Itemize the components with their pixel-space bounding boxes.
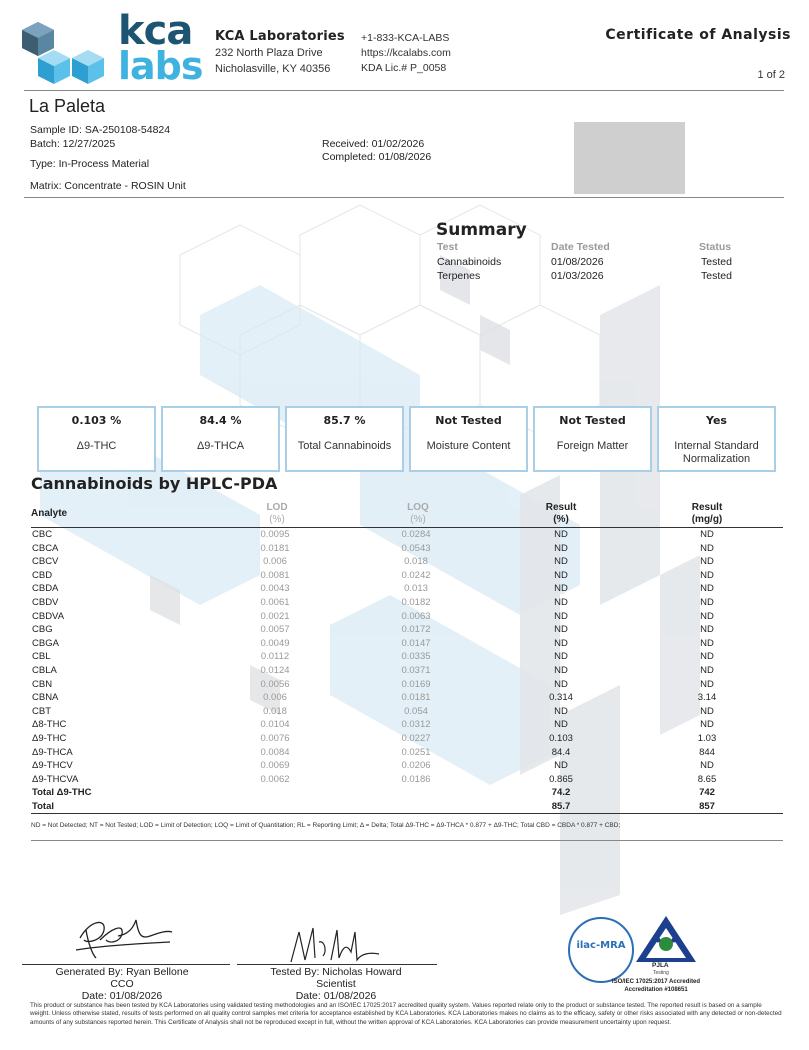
table-row	[31, 692, 783, 706]
analyte-name: CBDA	[32, 583, 59, 595]
lod-cell-value: 0.0069	[260, 760, 290, 772]
analyte-name: CBCA	[32, 542, 59, 554]
table-row	[31, 543, 783, 557]
pjla-text: PJLA	[652, 962, 669, 969]
total-pct-cell-value: 85.7	[551, 800, 571, 812]
result-pct-cell-value: ND	[554, 678, 568, 690]
loq-cell-value: 0.0206	[401, 760, 431, 772]
result-mg-cell-value: ND	[700, 719, 714, 731]
analyte-name: CBNA	[32, 692, 59, 704]
analyte-name: Δ9-THC	[32, 732, 67, 744]
stat-value: Not Tested	[559, 414, 626, 427]
lod-cell-value: 0.0049	[260, 637, 290, 649]
sample-id: Sample ID: SA-250108-54824	[30, 124, 171, 136]
analyte-name: Δ9-THCVA	[32, 773, 79, 785]
website-link[interactable]: https://kcalabs.com	[361, 47, 451, 59]
signature-ryan-bellone	[70, 910, 180, 962]
received-date: Received: 01/02/2026	[322, 138, 425, 150]
analyte-name: CBC	[32, 529, 53, 540]
summary-header-test: Test	[437, 241, 458, 253]
column-header-analyte: Analyte	[31, 508, 68, 519]
table-row	[31, 583, 783, 597]
result-pct-cell-value: ND	[554, 705, 568, 717]
loq-cell-value: 0.0181	[401, 692, 431, 704]
analyte-name: Δ8-THC	[32, 719, 67, 731]
pjla-subtext: Testing	[653, 970, 669, 976]
summary-status-cannabinoids: Tested	[701, 256, 732, 268]
table-row	[31, 651, 783, 665]
stat-box-internal-standard	[657, 406, 776, 472]
table-row	[31, 556, 783, 570]
cannabinoids-section-title: Cannabinoids by HPLC-PDA	[31, 474, 278, 493]
address-line-1: 232 North Plaza Drive	[215, 47, 323, 59]
stat-value: 85.7 %	[323, 414, 366, 427]
summary-test-cannabinoids: Cannabinoids	[437, 256, 502, 268]
table-row	[31, 774, 783, 788]
result-mg-cell-value: ND	[700, 624, 714, 636]
stat-box-total-cannabinoids	[285, 406, 404, 472]
column-header-result-mg	[675, 502, 739, 526]
column-header-lod-unit: (%)	[269, 514, 285, 525]
column-header-result-pct-label: Result	[545, 502, 577, 513]
lod-cell-value: 0.0057	[260, 624, 290, 636]
header-divider	[24, 90, 784, 91]
total-label: Total	[32, 800, 54, 812]
result-mg-cell-value: ND	[700, 542, 714, 554]
table-row	[31, 529, 783, 543]
result-pct-cell-value: ND	[554, 529, 568, 540]
lod-cell-value: 0.006	[263, 556, 287, 568]
lod-cell-value: 0.006	[263, 692, 287, 704]
legal-disclaimer: This product or substance has been tested by KCA Laboratories using validated testing methodologies and an ISO/IEC 17025:2017 accredited quality system. Values reported relate only to the product or substance tested. The reported result is based on a sample weight. Unless otherwise stated, results of tests performed on all quality control samples met criteria for acceptance established by KCA Laboratories. KCA Laboratories makes no claims as to the efficacy, safety or other risks associated with any detected or non-detected amounts of any substances reported herein. This Certificate of Analysis shall not be reproduced except in full, without the written approval of KCA Laboratories. KCA Laboratories can provide measurement uncertainty upon request.	[30, 1002, 782, 1026]
total-pct-cell-value: 74.2	[551, 787, 571, 799]
result-mg-cell-value: ND	[700, 556, 714, 568]
lod-cell-value: 0.018	[263, 705, 287, 717]
sample-matrix: Matrix: Concentrate - ROSIN Unit	[30, 180, 186, 192]
loq-cell-value: 0.0169	[401, 678, 431, 690]
stat-label: Total Cannabinoids	[297, 440, 392, 452]
table-row	[31, 747, 783, 761]
result-mg-cell-value: ND	[700, 760, 714, 772]
tested-by: Tested By: Nicholas Howard	[270, 966, 402, 978]
license-number: KDA Lic.# P_0058	[361, 62, 447, 74]
table-header-divider	[31, 527, 783, 528]
logo-text-kca: kca	[118, 8, 193, 54]
lod-cell-value: 0.0112	[260, 651, 290, 663]
result-mg-cell-value: ND	[700, 637, 714, 649]
result-pct-cell-value: ND	[554, 624, 568, 636]
summary-status-terpenes: Tested	[701, 270, 732, 282]
loq-cell-value: 0.0186	[401, 773, 431, 785]
stat-value: Yes	[706, 414, 727, 427]
lod-cell-value: 0.0095	[260, 529, 290, 540]
summary-title: Summary	[436, 220, 527, 240]
signature-nicholas-howard	[285, 922, 385, 967]
lod-cell-value: 0.0062	[260, 773, 290, 785]
loq-cell-value: 0.0182	[401, 596, 431, 608]
column-header-result-mg-label: Result	[691, 502, 723, 513]
column-header-lod-label: LOD	[266, 502, 288, 513]
product-name: La Paleta	[29, 96, 106, 116]
summary-header-date: Date Tested	[551, 241, 610, 253]
result-pct-cell-value: ND	[554, 637, 568, 649]
stat-value: 0.103 %	[71, 414, 122, 427]
lod-cell-value: 0.0021	[260, 610, 290, 622]
result-pct-cell-value: ND	[554, 556, 568, 568]
analyte-name: CBT	[32, 705, 51, 717]
result-mg-cell-value: ND	[700, 569, 714, 581]
table-row	[31, 611, 783, 625]
ilac-mra-text: ilac-MRA	[576, 940, 626, 951]
generated-role: CCO	[110, 978, 134, 990]
lod-cell-value: 0.0084	[260, 746, 290, 758]
column-header-result-mg-unit: (mg/g)	[691, 514, 723, 525]
column-header-loq-unit: (%)	[410, 514, 426, 525]
column-header-loq-label: LOQ	[407, 502, 429, 513]
lod-cell-value: 0.0043	[260, 583, 290, 595]
analyte-name: CBGA	[32, 637, 59, 649]
lod-cell-value: 0.0076	[260, 732, 290, 744]
generated-date: Date: 01/08/2026	[81, 990, 163, 1002]
completed-date: Completed: 01/08/2026	[322, 151, 432, 163]
kca-labs-logo	[20, 8, 203, 88]
table-total-row	[31, 787, 783, 801]
loq-cell-value: 0.0284	[401, 529, 431, 540]
total-mg-cell-value: 742	[699, 787, 715, 799]
table-bottom-divider	[31, 813, 783, 814]
result-pct-cell-value: ND	[554, 760, 568, 772]
result-mg-cell-value: ND	[700, 664, 714, 676]
analyte-name: Δ9-THCV	[32, 760, 73, 772]
result-pct-cell-value: 0.314	[549, 692, 573, 704]
result-mg-cell-value: 844	[699, 746, 715, 758]
loq-cell-value: 0.018	[404, 556, 428, 568]
stat-box-foreign-matter	[533, 406, 652, 472]
phone-number: +1-833-KCA-LABS	[361, 32, 450, 44]
analyte-name: CBDVA	[32, 610, 65, 622]
stat-value: Not Tested	[435, 414, 502, 427]
analyte-name: CBCV	[32, 556, 59, 568]
analyte-name: CBN	[32, 678, 53, 690]
loq-cell-value: 0.0312	[401, 719, 431, 731]
table-row	[31, 570, 783, 584]
loq-cell-value: 0.0242	[401, 569, 431, 581]
stat-label: Δ9-THCA	[196, 440, 245, 452]
lod-cell-value: 0.0081	[260, 569, 290, 581]
lod-cell-value: 0.0124	[260, 664, 290, 676]
loq-cell-value: 0.0227	[401, 732, 431, 744]
analyte-name: CBLA	[32, 664, 57, 676]
result-pct-cell-value: ND	[554, 583, 568, 595]
loq-cell-value: 0.0147	[401, 637, 431, 649]
document-title: Certificate of Analysis	[605, 27, 791, 43]
column-header-result-pct-unit: (%)	[553, 514, 569, 525]
cannabinoids-table	[31, 529, 783, 814]
tested-date: Date: 01/08/2026	[295, 990, 377, 1002]
analyte-name: CBG	[32, 624, 53, 636]
loq-cell-value: 0.0063	[401, 610, 431, 622]
result-pct-cell-value: ND	[554, 610, 568, 622]
loq-cell-value: 0.0251	[401, 746, 431, 758]
loq-cell-value: 0.013	[404, 583, 428, 595]
result-pct-cell-value: ND	[554, 596, 568, 608]
loq-cell-value: 0.054	[404, 705, 428, 717]
table-row	[31, 638, 783, 652]
table-row	[31, 719, 783, 733]
cube-logo-icon	[20, 14, 116, 84]
total-label: Total Δ9-THC	[32, 787, 92, 799]
result-mg-cell-value: 8.65	[697, 773, 717, 785]
stat-label: Foreign Matter	[556, 440, 629, 452]
table-row	[31, 706, 783, 720]
sample-type: Type: In-Process Material	[30, 158, 150, 170]
result-pct-cell-value: ND	[554, 664, 568, 676]
loq-cell-value: 0.0172	[401, 624, 431, 636]
table-row	[31, 597, 783, 611]
iso-accreditation-line-2: Accreditation #108651	[624, 987, 688, 993]
column-header-loq	[386, 502, 450, 526]
company-name: KCA Laboratories	[215, 29, 345, 44]
loq-cell-value: 0.0335	[401, 651, 431, 663]
table-row	[31, 733, 783, 747]
result-pct-cell-value: ND	[554, 719, 568, 731]
signature-line-1	[22, 964, 230, 965]
lod-cell-value: 0.0061	[260, 596, 290, 608]
loq-cell-value: 0.0371	[401, 664, 431, 676]
stat-box-d9-thc	[37, 406, 156, 472]
signature-line-2	[237, 964, 437, 965]
result-pct-cell-value: 0.865	[549, 773, 573, 785]
result-pct-cell-value: 84.4	[551, 746, 571, 758]
table-footnote: ND = Not Detected; NT = Not Tested; LOD = Limit of Detection; LOQ = Limit of Quantitation; RL = Reporting Limit; Δ = Delta; Total Δ9-THC = Δ9-THCA * 0.877 + Δ9-THC; Total CBD = CBDA * 0.877 + CBD;	[31, 822, 621, 829]
tested-role: Scientist	[316, 978, 356, 990]
result-mg-cell-value: ND	[700, 610, 714, 622]
result-mg-cell-value: ND	[700, 596, 714, 608]
pjla-logo-icon	[634, 914, 698, 964]
result-mg-cell-value: ND	[700, 678, 714, 690]
footnote-divider	[31, 840, 783, 841]
result-mg-cell-value: ND	[700, 529, 714, 540]
sample-info-divider	[24, 197, 784, 198]
page-number: 1 of 2	[757, 69, 785, 81]
lod-cell-value: 0.0181	[260, 542, 290, 554]
analyte-name: Δ9-THCA	[32, 746, 73, 758]
table-row	[31, 665, 783, 679]
analyte-name: CBL	[32, 651, 51, 663]
result-pct-cell-value: ND	[554, 542, 568, 554]
table-row	[31, 760, 783, 774]
result-pct-cell-value: ND	[554, 651, 568, 663]
logo-text-labs: labs	[118, 44, 203, 88]
loq-cell-value: 0.0543	[401, 542, 431, 554]
analyte-name: CBDV	[32, 596, 59, 608]
iso-accreditation-line-1: ISO/IEC 17025:2017 Accredited	[611, 979, 701, 985]
generated-by: Generated By: Ryan Bellone	[55, 966, 189, 978]
result-mg-cell-value: ND	[700, 705, 714, 717]
result-mg-cell-value: ND	[700, 583, 714, 595]
stat-box-moisture-content	[409, 406, 528, 472]
table-row	[31, 624, 783, 638]
summary-date-cannabinoids: 01/08/2026	[551, 256, 604, 268]
redacted-image	[574, 122, 685, 194]
stat-value: 84.4 %	[199, 414, 242, 427]
result-pct-cell-value: ND	[554, 569, 568, 581]
address-line-2: Nicholasville, KY 40356	[215, 63, 331, 75]
lod-cell-value: 0.0056	[260, 678, 290, 690]
summary-date-terpenes: 01/03/2026	[551, 270, 604, 282]
result-mg-cell-value: 1.03	[697, 732, 717, 744]
ilac-mra-logo	[568, 917, 634, 983]
stat-label: Internal Standard Normalization	[674, 440, 759, 465]
column-header-lod	[245, 502, 309, 526]
lod-cell-value: 0.0104	[260, 719, 290, 731]
result-mg-cell-value: ND	[700, 651, 714, 663]
result-mg-cell-value: 3.14	[697, 692, 717, 704]
table-row	[31, 679, 783, 693]
summary-test-terpenes: Terpenes	[437, 270, 481, 282]
result-pct-cell-value: 0.103	[549, 732, 573, 744]
stat-label: Moisture Content	[426, 440, 511, 452]
batch-date: Batch: 12/27/2025	[30, 138, 116, 150]
stat-box-d9-thca	[161, 406, 280, 472]
analyte-name: CBD	[32, 569, 53, 581]
column-header-result-pct	[529, 502, 593, 526]
summary-header-status: Status	[699, 241, 732, 253]
stat-label: Δ9-THC	[76, 440, 117, 452]
total-mg-cell-value: 857	[699, 800, 715, 812]
